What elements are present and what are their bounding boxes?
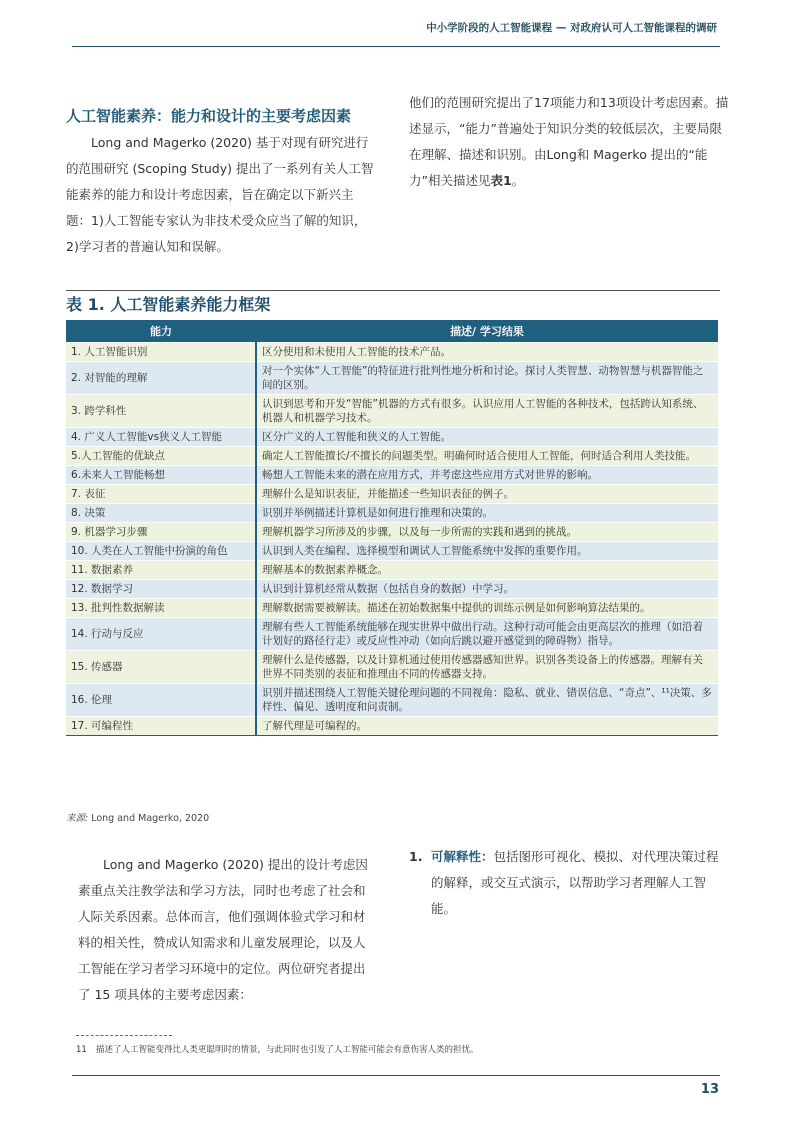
intro-left-column — [66, 104, 378, 260]
capability-cell: 1. 人工智能识别 — [66, 343, 256, 362]
table-row — [66, 717, 718, 736]
capability-cell: 16. 伦理 — [66, 684, 256, 717]
table-row — [66, 485, 718, 504]
description-cell: 确定人工智能擅长/不擅长的问题类型。明确何时适合使用人工智能，何时适合利用人类技能。 — [256, 447, 718, 466]
capability-cell: 13. 批判性数据解读 — [66, 599, 256, 618]
footnote-number: 11 — [76, 1045, 87, 1055]
description-cell: 识别并举例描述计算机是如何进行推理和决策的。 — [256, 504, 718, 523]
capability-cell: 5.人工智能的优缺点 — [66, 447, 256, 466]
table-top-rule — [66, 290, 720, 291]
section-title: 人工智能素养：能力和设计的主要考虑因素 — [66, 107, 352, 125]
lower-right-column — [409, 844, 719, 922]
table-row — [66, 343, 718, 362]
lower-left-column — [78, 852, 374, 1008]
capability-cell: 6.未来人工智能畅想 — [66, 466, 256, 485]
intro-right-end: 。 — [511, 173, 525, 188]
table-row — [66, 561, 718, 580]
intro-right-column — [409, 90, 731, 194]
table-row — [66, 580, 718, 599]
footer-rule — [72, 1075, 720, 1076]
description-cell: 理解数据需要被解读。描述在初始数据集中提供的训练示例是如何影响算法结果的。 — [256, 599, 718, 618]
header-rule — [72, 46, 720, 47]
table-row — [66, 428, 718, 447]
capability-cell: 7. 表征 — [66, 485, 256, 504]
table-row — [66, 542, 718, 561]
header-capability: 能力 — [66, 320, 256, 343]
lower-left-paragraph: Long and Magerko (2020) 提出的设计考虑因素重点关注教学法和学习方法，同时也考虑了社会和人际关系因素。总体而言，他们强调体验式学习和材料的相关性，赞成认知需求和儿童发展理论，以及人工智能在学习者学习环境中的定位。两位研究者提出了 15 项具体的主要考虑因素： — [78, 857, 368, 1002]
list-item — [409, 844, 719, 922]
list-item-label: 可解释性： — [431, 849, 494, 864]
description-cell: 畅想人工智能未来的潜在应用方式，并考虑这些应用方式对世界的影响。 — [256, 466, 718, 485]
description-cell: 区分使用和未使用人工智能的技术产品。 — [256, 343, 718, 362]
table-row — [66, 599, 718, 618]
capability-cell: 9. 机器学习步骤 — [66, 523, 256, 542]
running-header: 中小学阶段的人工智能课程 — 对政府认可人工智能课程的调研 — [426, 22, 717, 34]
intro-right-paragraph — [409, 90, 731, 194]
list-item-text: 包括图形可视化、模拟、对代理决策过程的解释，或交互式演示，以帮助学习者理解人工智能。 — [431, 849, 719, 916]
table-body — [66, 343, 718, 736]
table-row — [66, 395, 718, 428]
list-item-number: 1. — [409, 849, 423, 864]
table-header-row — [66, 320, 718, 343]
table-row — [66, 362, 718, 395]
footnote-text: 描述了人工智能变得比人类更聪明时的情景，与此同时也引发了人工智能可能会有意伤害人类的担忧。 — [96, 1045, 479, 1055]
table-row — [66, 651, 718, 684]
capability-cell: 11. 数据素养 — [66, 561, 256, 580]
competency-table — [66, 320, 718, 736]
table-row — [66, 684, 718, 717]
capability-cell: 10. 人类在人工智能中扮演的角色 — [66, 542, 256, 561]
description-cell: 认识到人类在编程、选择模型和调试人工智能系统中发挥的重要作用。 — [256, 542, 718, 561]
description-cell: 区分广义的人工智能和狭义的人工智能。 — [256, 428, 718, 447]
footnote-separator — [76, 1035, 172, 1036]
description-cell: 认识到计算机经常从数据（包括自身的数据）中学习。 — [256, 580, 718, 599]
description-cell: 理解什么是知识表征，并能描述一些知识表征的例子。 — [256, 485, 718, 504]
capability-cell: 8. 决策 — [66, 504, 256, 523]
description-cell: 理解有些人工智能系统能够在现实世界中做出行动。这种行动可能会由更高层次的推理（如沿着计划好的路径行走）或反应性冲动（如向后跳以避开感觉到的障碍物）指导。 — [256, 618, 718, 651]
description-cell: 认识到思考和开发“智能”机器的方式有很多。认识应用人工智能的各种技术，包括跨认知系统、机器人和机器学习技术。 — [256, 395, 718, 428]
page-number: 13 — [700, 1082, 719, 1097]
capability-cell: 17. 可编程性 — [66, 717, 256, 736]
capability-cell: 14. 行动与反应 — [66, 618, 256, 651]
table-reference-link[interactable]: 表1 — [490, 173, 512, 188]
table-title: 表 1. 人工智能素养能力框架 — [66, 295, 271, 314]
capability-cell: 4. 广义人工智能vs狭义人工智能 — [66, 428, 256, 447]
table-row — [66, 447, 718, 466]
description-cell: 对一个实体“人工智能”的特征进行批判性地分析和讨论。探讨人类智慧、动物智慧与机器智能之间的区别。 — [256, 362, 718, 395]
header-description: 描述/ 学习结果 — [256, 320, 718, 343]
table-row — [66, 504, 718, 523]
table-source — [66, 810, 209, 824]
intro-left-paragraph: Long and Magerko (2020) 基于对现有研究进行的范围研究 (Scoping Study) 提出了一系列有关人工智能素养的能力和设计考虑因素，旨在确定以下新兴主题：1)人工智能专家认为非技术受众应当了解的知识，2)学习者的普遍认知和误解。 — [66, 135, 374, 254]
description-cell: 理解机器学习所涉及的步骤，以及每一步所需的实践和遇到的挑战。 — [256, 523, 718, 542]
capability-cell: 15. 传感器 — [66, 651, 256, 684]
description-cell: 理解基本的数据素养概念。 — [256, 561, 718, 580]
capability-cell: 3. 跨学科性 — [66, 395, 256, 428]
description-cell: 理解什么是传感器，以及计算机通过使用传感器感知世界。识别各类设备上的传感器。理解有关世界不同类别的表征和推理由不同的传感器支持。 — [256, 651, 718, 684]
capability-cell: 12. 数据学习 — [66, 580, 256, 599]
table-row — [66, 618, 718, 651]
footnote — [76, 1043, 479, 1055]
description-cell: 识别并描述围绕人工智能关键伦理问题的不同视角：隐私、就业、错误信息、“奇点”、¹¹决策、多样性、偏见、透明度和问责制。 — [256, 684, 718, 717]
source-label: 来源: — [66, 813, 89, 824]
intro-right-text: 他们的范围研究提出了17项能力和13项设计考虑因素。描述显示，“能力”普遍处于知识分类的较低层次，主要局限在理解、描述和识别。由Long和 Magerko 提出的“能力”相关描述见 — [409, 95, 729, 188]
capability-cell: 2. 对智能的理解 — [66, 362, 256, 395]
table-row — [66, 523, 718, 542]
list-item-body — [431, 844, 719, 922]
source-text: Long and Magerko, 2020 — [88, 813, 210, 824]
table-row — [66, 466, 718, 485]
description-cell: 了解代理是可编程的。 — [256, 717, 718, 736]
